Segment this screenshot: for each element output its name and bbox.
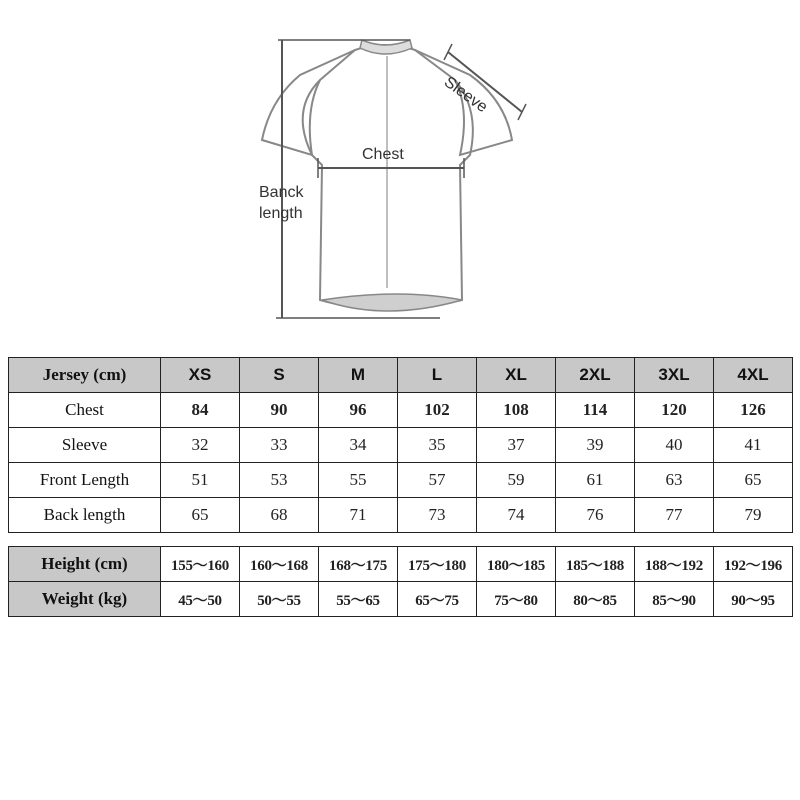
- table-cell: 90: [240, 393, 319, 428]
- table-cell: 175～180: [398, 547, 477, 582]
- table-row: [9, 547, 793, 582]
- table-cell: 185～188: [556, 547, 635, 582]
- row-label: Front Length: [9, 463, 161, 498]
- table-cell: 40: [635, 428, 714, 463]
- table-cell: 34: [319, 428, 398, 463]
- table-cell: 75～80: [477, 582, 556, 617]
- table-cell: 59: [477, 463, 556, 498]
- table-row: [9, 463, 793, 498]
- table-cell: 73: [398, 498, 477, 533]
- row-label: Back length: [9, 498, 161, 533]
- table-cell: 50～55: [240, 582, 319, 617]
- table-cell: 74: [477, 498, 556, 533]
- size-header-cell: L: [398, 358, 477, 393]
- table-cell: 63: [635, 463, 714, 498]
- size-header-cell: XL: [477, 358, 556, 393]
- table-cell: 90～95: [714, 582, 793, 617]
- table-cell: 65: [161, 498, 240, 533]
- jersey-diagram: [0, 0, 800, 340]
- table-cell: 65～75: [398, 582, 477, 617]
- table-cell: 80～85: [556, 582, 635, 617]
- table-cell: 61: [556, 463, 635, 498]
- table-cell: 57: [398, 463, 477, 498]
- table-cell: 114: [556, 393, 635, 428]
- row-label: Chest: [9, 393, 161, 428]
- table-cell: 96: [319, 393, 398, 428]
- row-label: Sleeve: [9, 428, 161, 463]
- jersey-measurement-table: [8, 357, 793, 533]
- size-header-cell: 2XL: [556, 358, 635, 393]
- table-cell: 41: [714, 428, 793, 463]
- table-row: [9, 582, 793, 617]
- sleeve-measure-label: Sleeve: [440, 73, 491, 117]
- table-cell: 51: [161, 463, 240, 498]
- size-header-cell: M: [319, 358, 398, 393]
- table-cell: 55～65: [319, 582, 398, 617]
- size-header-cell: 3XL: [635, 358, 714, 393]
- table-cell: 85～90: [635, 582, 714, 617]
- weight-header-cell: Weight (kg): [9, 582, 161, 617]
- table-cell: 55: [319, 463, 398, 498]
- height-header-cell: Height (cm): [9, 547, 161, 582]
- table-cell: 160～168: [240, 547, 319, 582]
- size-header-cell: XS: [161, 358, 240, 393]
- table-cell: 37: [477, 428, 556, 463]
- table-cell: 168～175: [319, 547, 398, 582]
- table-cell: 155～160: [161, 547, 240, 582]
- jersey-outline-drawing: [0, 0, 800, 340]
- table-cell: 32: [161, 428, 240, 463]
- size-header-row: [9, 358, 793, 393]
- table-cell: 71: [319, 498, 398, 533]
- table-row: [9, 498, 793, 533]
- table-cell: 68: [240, 498, 319, 533]
- table-row: [9, 393, 793, 428]
- table-cell: 192～196: [714, 547, 793, 582]
- table-row: [9, 428, 793, 463]
- table-cell: 102: [398, 393, 477, 428]
- body-size-table: [8, 546, 793, 617]
- table-cell: 45～50: [161, 582, 240, 617]
- table-cell: 65: [714, 463, 793, 498]
- table-cell: 79: [714, 498, 793, 533]
- table-cell: 77: [635, 498, 714, 533]
- back-length-measure-label: Banck length: [259, 184, 304, 222]
- chest-measure-label: Chest: [362, 146, 404, 163]
- size-header-cell: S: [240, 358, 319, 393]
- table-cell: 53: [240, 463, 319, 498]
- table-cell: 120: [635, 393, 714, 428]
- table-cell: 188～192: [635, 547, 714, 582]
- table-cell: 126: [714, 393, 793, 428]
- table-cell: 39: [556, 428, 635, 463]
- table-cell: 84: [161, 393, 240, 428]
- table-cell: 76: [556, 498, 635, 533]
- table-cell: 33: [240, 428, 319, 463]
- table-cell: 35: [398, 428, 477, 463]
- table-cell: 180～185: [477, 547, 556, 582]
- jersey-header-cell: Jersey (cm): [9, 358, 161, 393]
- table-cell: 108: [477, 393, 556, 428]
- size-header-cell: 4XL: [714, 358, 793, 393]
